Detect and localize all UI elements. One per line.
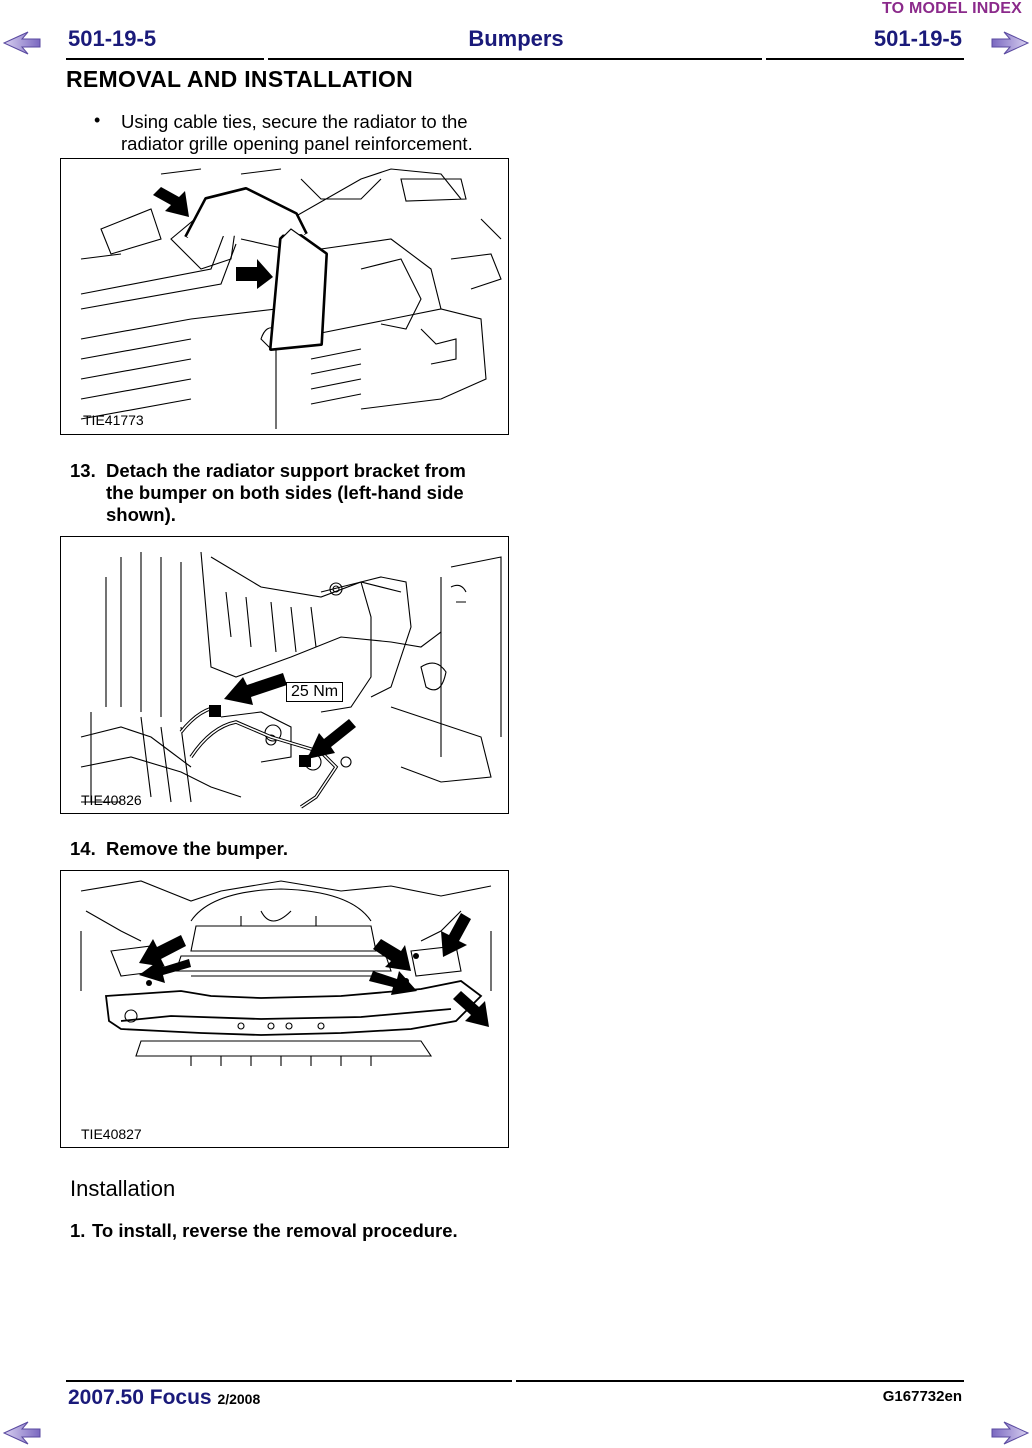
step-number: 13.	[70, 460, 96, 481]
model-index-link[interactable]: TO MODEL INDEX	[881, 0, 1022, 17]
footer-rule-right	[516, 1380, 964, 1382]
header-rule-center	[268, 58, 762, 60]
figure-radiator-cable-ties	[60, 158, 509, 435]
header-rule-right	[766, 58, 964, 60]
step-text: Detach the radiator support bracket from the bumper on both sides (left-hand side shown).	[106, 460, 466, 525]
section-number-right: 501-19-5	[873, 26, 962, 51]
bullet-symbol: •	[94, 110, 101, 130]
bracket-line-drawing	[61, 537, 508, 813]
footer-model	[68, 1386, 260, 1410]
step-text: Remove the bumper.	[106, 838, 288, 859]
section-number-left: 501-19-5	[68, 26, 157, 51]
prev-page-arrow-icon[interactable]	[2, 1420, 42, 1446]
step-number: 14.	[70, 838, 96, 859]
bullet-text: Using cable ties, secure the radiator to the radiator grille opening panel reinforcement.	[121, 111, 473, 154]
torque-label: 25 Nm	[286, 682, 343, 702]
figure-id: TIE40827	[81, 1126, 142, 1142]
figure-id: TIE41773	[83, 412, 144, 428]
install-step-text: To install, reverse the removal procedure.	[92, 1220, 458, 1241]
footer-date: 2/2008	[217, 1391, 261, 1407]
page-title: REMOVAL AND INSTALLATION	[66, 66, 414, 92]
footer-model-name: 2007.50 Focus	[68, 1386, 212, 1409]
installation-heading: Installation	[70, 1176, 176, 1201]
footer-rule-left	[66, 1380, 512, 1382]
next-page-arrow-icon[interactable]	[990, 1420, 1030, 1446]
install-step-number: 1.	[70, 1220, 86, 1241]
radiator-line-drawing	[61, 159, 508, 434]
section-title: Bumpers	[468, 26, 564, 51]
figure-bumper-removal	[60, 870, 509, 1148]
figure-radiator-support-bracket	[60, 536, 509, 814]
figure-id: TIE40826	[81, 792, 142, 808]
footer-doc-id: G167732en	[882, 1388, 962, 1405]
bumper-line-drawing	[61, 871, 508, 1147]
header-rule-left	[66, 58, 264, 60]
